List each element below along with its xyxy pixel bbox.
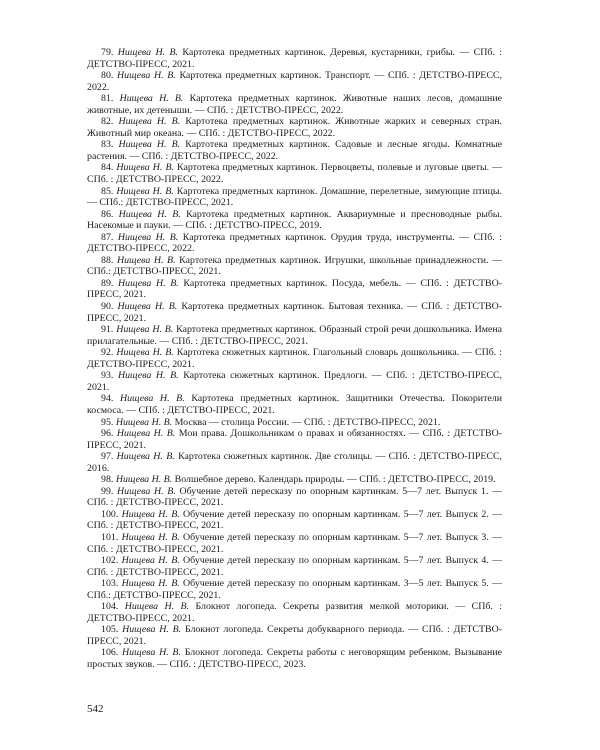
bibliography-entry	[87, 532, 502, 555]
bibliography-entry	[87, 347, 502, 370]
entry-text: Картотека предметных картинок. Игрушки, школьные принадлежности. — СПб.: ДЕТСТВО-ПРЕСС, 2021.	[87, 254, 503, 278]
bibliography-entry	[87, 232, 502, 255]
entry-number: 100.	[101, 508, 119, 520]
entry-author: Нищева Н. В.	[122, 624, 182, 636]
entry-text: Картотека предметных картинок. Первоцветы, полевые и луговые цветы. — СПб. : ДЕТСТВО-ПРЕСС, 2022.	[87, 162, 503, 186]
entry-author: Нищева Н. В.	[116, 347, 174, 359]
entry-number: 90.	[101, 301, 114, 313]
entry-text: Картотека сюжетных картинок. Глагольный словарь дошкольника. — СПб. : ДЕТСТВО-ПРЕСС, 2021.	[87, 347, 503, 370]
entry-text: Картотека предметных картинок. Животные наших лесов, домашние животные, их детеныши. — СПб. : ДЕТСТВО-ПРЕСС, 2022.	[87, 93, 503, 116]
entry-author: Нищева Н. В.	[121, 508, 180, 520]
bibliography-entry	[87, 162, 502, 185]
entry-text: Блокнот логопеда. Секреты развития мелкой моторики. — СПб. : ДЕТСТВО-ПРЕСС, 2021.	[87, 601, 503, 624]
bibliography-entry	[87, 486, 502, 509]
entry-author: Нищева Н. В.	[117, 301, 178, 313]
bibliography-entry	[87, 186, 502, 209]
entry-text: Картотека предметных картинок. Защитники Отечества. Покорители космоса. — СПб. : ДЕТСТВО-ПРЕСС, 2021.	[87, 393, 503, 416]
bibliography-entry	[87, 417, 502, 429]
bibliography-entry	[87, 624, 502, 647]
entry-number: 95.	[101, 416, 114, 428]
entry-text: Картотека предметных картинок. Орудия труда, инструменты. — СПб. : ДЕТСТВО-ПРЕСС, 2022.	[87, 231, 503, 255]
entry-number: 88.	[101, 254, 114, 266]
bibliography-entry	[87, 47, 502, 70]
entry-text: Обучение детей пересказу по опорным картинкам. 5—7 лет. Выпуск 4. — СПб. : ДЕТСТВО-ПРЕСС, 2021.	[87, 555, 503, 578]
entry-author: Нищева Н. В.	[117, 231, 179, 243]
bibliography-entry	[87, 209, 502, 232]
entry-number: 101.	[101, 531, 119, 543]
bibliography-entry	[87, 301, 502, 324]
entry-author: Нищева Н. В.	[119, 393, 185, 405]
bibliography-entry	[87, 70, 502, 93]
entry-author: Нищева Н. В.	[117, 485, 176, 497]
entry-number: 94.	[101, 393, 114, 405]
entry-author: Нищева Н. В.	[119, 93, 184, 105]
bibliography-entry	[87, 278, 502, 301]
entry-number: 89.	[101, 277, 114, 289]
entry-author: Нищева Н. В.	[117, 47, 178, 58]
bibliography-entry	[87, 324, 502, 347]
entry-number: 102.	[101, 555, 119, 567]
entry-number: 106.	[101, 647, 119, 659]
entry-number: 91.	[101, 324, 114, 336]
entry-number: 105.	[101, 624, 119, 636]
entry-text: Обучение детей пересказу по опорным картинкам. 5—7 лет. Выпуск 2. — СПб. : ДЕТСТВО-ПРЕСС, 2021.	[87, 508, 503, 532]
entry-text: Картотека предметных картинок. Транспорт. — СПб. : ДЕТСТВО-ПРЕСС, 2022.	[87, 70, 502, 93]
bibliography-entry	[87, 255, 502, 278]
entry-number: 83.	[101, 139, 114, 151]
entry-author: Нищева Н. В.	[121, 531, 180, 543]
entry-author: Нищева Н. В.	[116, 185, 174, 197]
entry-text: Обучение детей пересказу по опорным картинкам. 5—7 лет. Выпуск 3. — СПб. : ДЕТСТВО-ПРЕСС, 2021.	[87, 531, 503, 555]
entry-number: 81.	[101, 93, 114, 105]
entry-author: Нищева Н. В.	[116, 162, 174, 174]
entry-text: Блокнот логопеда. Секреты работы с неговорящим ребенком. Вызывание простых звуков. — СПб. : ДЕТСТВО-ПРЕСС, 2023.	[87, 647, 503, 670]
bibliography-entry	[87, 601, 502, 624]
bibliography-list	[87, 47, 502, 671]
page-number: 542	[87, 703, 104, 715]
entry-number: 85.	[101, 185, 114, 197]
entry-author: Нищева Н. В.	[121, 578, 180, 590]
bibliography-entry	[87, 509, 502, 532]
bibliography-entry	[87, 451, 502, 474]
entry-author: Нищева Н. В.	[116, 324, 174, 336]
bibliography-entry	[87, 647, 502, 670]
entry-number: 92.	[101, 347, 114, 359]
entry-author: Нищева Н. В.	[115, 416, 173, 428]
entry-number: 93.	[101, 370, 114, 382]
entry-text: Картотека предметных картинок. Деревья, кустарники, грибы. — СПб. : ДЕТСТВО-ПРЕСС, 2021.	[87, 47, 503, 70]
entry-author: Нищева Н. В.	[117, 70, 176, 82]
entry-number: 79.	[101, 47, 114, 58]
entry-number: 87.	[101, 231, 114, 243]
entry-number: 86.	[101, 208, 114, 220]
bibliography-entry	[87, 474, 502, 486]
bibliography-entry	[87, 116, 502, 139]
entry-number: 99.	[101, 485, 114, 497]
entry-text: Картотека сюжетных картинок. Две столицы. — СПб. : ДЕТСТВО-ПРЕСС, 2016.	[87, 451, 503, 474]
entry-author: Нищева Н. В.	[118, 277, 179, 289]
entry-text: Картотека предметных картинок. Домашние, перелетные, зимующие птицы. — СПб.: ДЕТСТВО-ПРЕСС, 2021.	[87, 185, 503, 209]
entry-author: Нищева Н. В.	[116, 428, 176, 440]
entry-author: Нищева Н. В.	[117, 370, 179, 382]
entry-text: Мои права. Дошкольникам о правах и обязанностях. — СПб. : ДЕТСТВО-ПРЕСС, 2021.	[87, 428, 503, 451]
entry-number: 98.	[101, 474, 114, 486]
entry-text: Обучение детей пересказу по опорным картинкам. 3—5 лет. Выпуск 5. — СПб.: ДЕТСТВО-ПРЕСС, 2021.	[87, 578, 503, 601]
bibliography-entry	[87, 393, 502, 416]
entry-text: Картотека предметных картинок. Бытовая техника. — СПб. : ДЕТСТВО-ПРЕСС, 2021.	[87, 301, 503, 324]
entry-number: 80.	[101, 70, 114, 82]
bibliography-entry	[87, 428, 502, 451]
bibliography-entry	[87, 139, 502, 162]
entry-text: Блокнот логопеда. Секреты добукварного периода. — СПб. : ДЕТСТВО-ПРЕСС, 2021.	[87, 624, 503, 647]
entry-number: 82.	[101, 116, 114, 128]
bibliography-entry	[87, 370, 502, 393]
entry-author: Нищева Н. В.	[116, 254, 176, 266]
entry-text: Картотека предметных картинок. Образный строй речи дошкольника. Имена прилагательные. — СПб. : ДЕТСТВО-ПРЕСС, 2021.	[87, 324, 503, 347]
bibliography-entry	[87, 93, 502, 116]
entry-author: Нищева Н. В.	[124, 601, 190, 613]
entry-number: 84.	[101, 162, 114, 174]
entry-number: 103.	[101, 578, 119, 590]
entry-text: Картотека предметных картинок. Животные жарких и северных стран. Животный мир океана. — СПб. : ДЕТСТВО-ПРЕСС, 2022.	[87, 116, 503, 139]
entry-text: Картотека сюжетных картинок. Предлоги. — СПб. : ДЕТСТВО-ПРЕСС, 2021.	[87, 370, 503, 393]
entry-text: Обучение детей пересказу по опорным картинкам. 5—7 лет. Выпуск 1. — СПб. : ДЕТСТВО-ПРЕСС, 2021.	[87, 485, 502, 509]
entry-text: Москва — столица России. — СПб. : ДЕТСТВО-ПРЕСС, 2021.	[174, 416, 441, 428]
entry-author: Нищева Н. В.	[116, 451, 175, 463]
entry-author: Нищева Н. В.	[122, 647, 181, 659]
entry-author: Нищева Н. В.	[121, 555, 180, 567]
entry-text: Картотека предметных картинок. Аквариумные и пресноводные рыбы. Насекомые и пауки. — СПб. : ДЕТСТВО-ПРЕСС, 2019.	[87, 208, 503, 232]
entry-author: Нищева Н. В.	[118, 208, 181, 220]
entry-number: 104.	[101, 601, 119, 613]
bibliography-entry	[87, 578, 502, 601]
entry-number: 97.	[101, 451, 114, 463]
entry-number: 96.	[101, 428, 114, 440]
entry-author: Нищева Н. В.	[118, 139, 181, 151]
entry-author: Нищева Н. В.	[115, 474, 173, 486]
bibliography-entry	[87, 555, 502, 578]
entry-text: Волшебное дерево. Календарь природы. — СПб. : ДЕТСТВО-ПРЕСС, 2019.	[174, 474, 496, 486]
entry-author: Нищева Н. В.	[118, 116, 181, 128]
entry-text: Картотека предметных картинок. Садовые и лесные ягоды. Комнатные растения. — СПб. : ДЕТСТВО-ПРЕСС, 2022.	[87, 139, 503, 162]
entry-text: Картотека предметных картинок. Посуда, мебель. — СПб. : ДЕТСТВО-ПРЕСС, 2021.	[87, 277, 503, 301]
